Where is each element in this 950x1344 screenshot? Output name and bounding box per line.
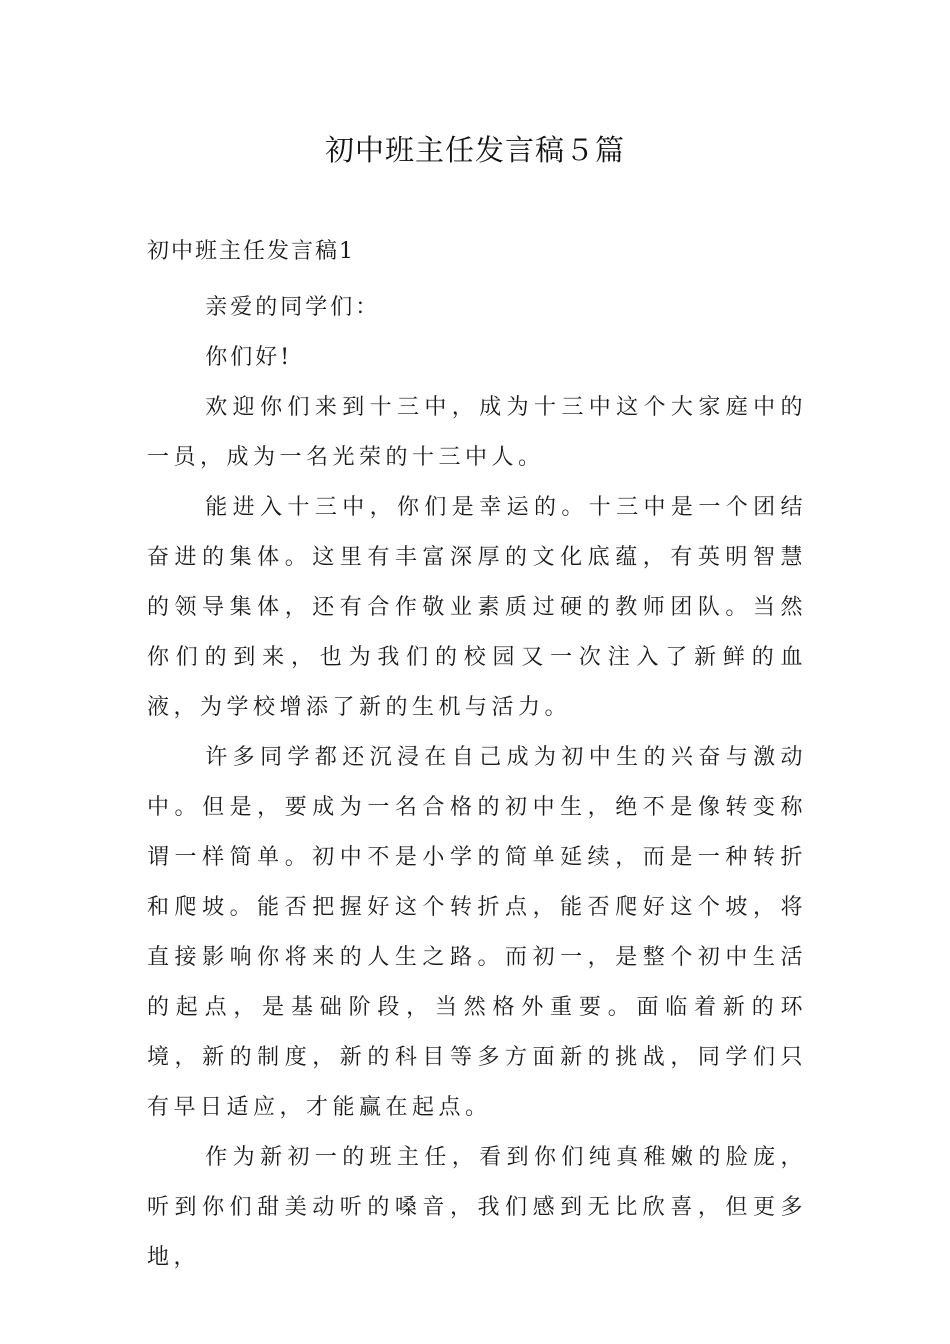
salutation-paragraph: 亲爱的同学们： bbox=[205, 295, 381, 320]
greeting-paragraph: 你们好! bbox=[205, 345, 293, 370]
document-body bbox=[147, 283, 807, 1283]
body-paragraph: 作为新初一的班主任，看到你们纯真稚嫩的脸庞，听到你们甜美动听的嗓音，我们感到无比欣喜，但更多地， bbox=[147, 1145, 807, 1270]
document-title: 初中班主任发言稿５篇 bbox=[324, 133, 625, 167]
section-heading: 初中班主任发言稿1 bbox=[147, 239, 355, 264]
body-paragraph: 能进入十三中，你们是幸运的。十三中是一个团结奋进的集体。这里有丰富深厚的文化底蕴，有英明智慧的领导集体，还有合作敬业素质过硬的教师团队。当然你们的到来，也为我们的校园又一次注入了新鲜的血液，为学校增添了新的生机与活力。 bbox=[147, 495, 807, 720]
body-paragraph: 欢迎你们来到十三中，成为十三中这个大家庭中的一员，成为一名光荣的十三中人。 bbox=[147, 395, 807, 470]
body-paragraph: 许多同学都还沉浸在自己成为初中生的兴奋与激动中。但是，要成为一名合格的初中生，绝不是像转变称谓一样简单。初中不是小学的简单延续，而是一种转折和爬坡。能否把握好这个转折点，能否爬好这个坡，将直接影响你将来的人生之路。而初一，是整个初中生活的起点，是基础阶段，当然格外重要。面临着新的环境，新的制度，新的科目等多方面新的挑战，同学们只有早日适应，才能赢在起点。 bbox=[147, 745, 807, 1120]
